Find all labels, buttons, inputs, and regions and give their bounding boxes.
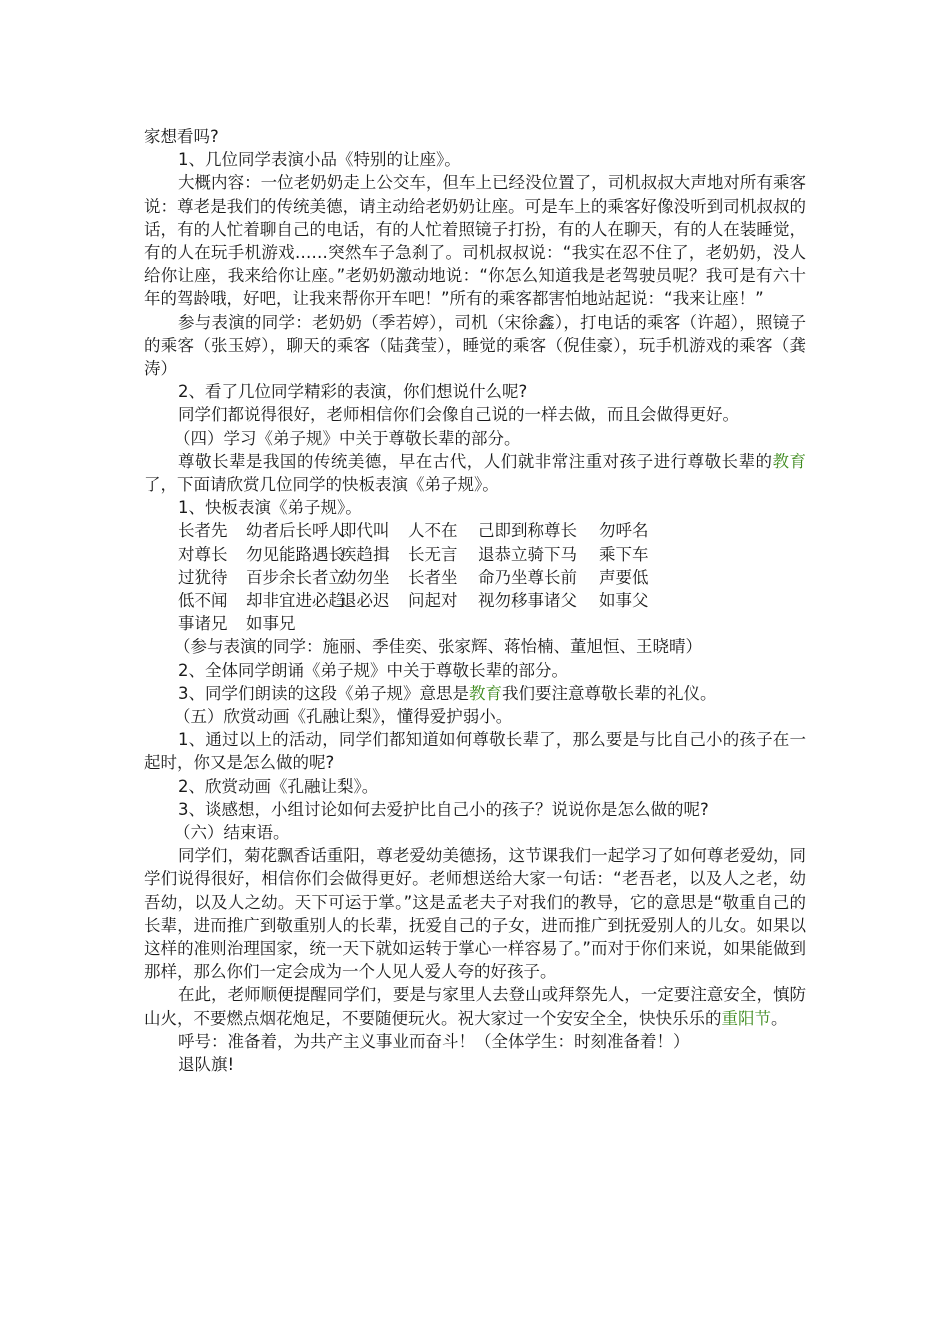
slogan: 呼号：准备着，为共产主义事业而奋斗！（全体学生：时刻准备着！） [178,1031,690,1051]
verse-phrase: 长者坐 [408,567,458,587]
verse-phrase: 长无言 [408,544,458,564]
verse-phrase: 长者先 [178,521,228,541]
dizigui-verse [144,519,806,635]
verse-phrase: 声要低 [599,567,649,587]
verse-phrase: 低不闻 [178,591,228,611]
verse-phrase: 却非宜进必趋 [246,591,345,611]
verse-phrase: 疾趋揖 [340,544,390,564]
verse-phrase: 己即到称尊长 [478,521,577,541]
verse-phrase: 百步余长者立 [246,567,345,587]
verse-phrase: 如事兄 [246,614,296,634]
verse-phrase: 事诸兄 [178,614,228,634]
verse-phrase: 即代叫 [340,521,390,541]
clapper-item: 1、快板表演《弟子规》。 [178,498,362,518]
section-four-intro-text-end: 了，下面请欣赏几位同学的快板表演《弟子规》。 [144,475,499,495]
meaning-text: 3、同学们朗读的这段《弟子规》意思是 [178,683,469,703]
verse-phrase: 视勿移事诸父 [478,591,577,611]
education-link[interactable]: 教育 [469,683,502,703]
section-five-title: （五）欣赏动画《孔融让梨》，懂得爱护弱小。 [174,707,513,726]
section-six-title: （六）结束语。 [174,823,290,843]
verse-phrase: 幼者后长呼人 [246,521,345,541]
meaning-text-end: 我们要注意尊敬长辈的礼仪。 [502,683,717,703]
verse-row [178,519,806,542]
safety-text: 在此，老师顺便提醒同学们，要是与家里人去登山或拜祭先人，一定要注意安全，慎防山火，不要燃点烟花炮足，不要随便玩火。祝大家过一个安安全全，快快乐乐的 [144,985,806,1028]
verse-row [178,612,806,635]
double-ninth-festival-link[interactable]: 重阳节 [721,1008,771,1028]
safety-reminder [144,983,806,1029]
safety-text-end: 。 [771,1008,788,1028]
verse-row [178,543,806,566]
teacher-reply: 同学们都说得很好，老师相信你们会像自己说的一样去做，而且会做得更好。 [178,405,739,425]
meaning-item [144,682,806,705]
verse-phrase: 对尊长 [178,544,228,564]
closing-speech: 同学们，菊花飘香话重阳，尊老爱幼美德扬，这节课我们一起学习了如何尊老爱幼，同学们说得很好，相信你们会做得更好。老师想送给大家一句话：“老吾老，以及人之老，幼吾幼，以及人之幼。天下可运于掌。”这是孟老夫子对我们的教导，它的意思是“敬重自己的长辈，进而推广到敬重别人的长辈，抚爱自己的子女，进而推广到抚爱别人的儿女。如果以这样的准则治理国家，统一天下就如运转于掌心一样容易了。”而对于你们来说，如果能做到那样，那么你们一定会成为一个人见人爱人夸的好孩子。 [144,846,806,982]
verse-phrase: 问起对 [408,591,458,611]
verse-phrase: 过犹待 [178,567,228,587]
verse-row [178,589,806,612]
verse-phrase: 幼勿坐 [340,567,390,587]
verse-performers: （参与表演的同学：施丽、季佳奕、张家辉、蒋怡楠、董旭恒、王晓晴） [174,637,702,657]
verse-phrase: 人不在 [408,521,458,541]
skit-summary: 大概内容：一位老奶奶走上公交车，但车上已经没位置了，司机叔叔大声地对所有乘客说：尊老是我们的传统美德，请主动给老奶奶让座。可是车上的乘客好像没听到司机叔叔的话，有的人忙着聊自己的电话，有的人忙着照镜子打扮，有的人在聊天，有的人在装睡觉，有的人在玩手机游戏……突然车子急刹了。司机叔叔说：“我实在忍不住了，老奶奶，没人给你让座，我来给你让座。”老奶奶激动地说：“你怎么知道我是老驾驶员呢？我可是有六十年的驾龄哦，好吧，让我来帮你开车吧！”所有的乘客都害怕地站起说：“我来让座！” [144,173,806,309]
verse-phrase: 如事父 [599,591,649,611]
intro-line: 家想看吗? [144,127,219,146]
section-five-item-1: 1、通过以上的活动，同学们都知道如何尊敬长辈了，那么要是与比自己小的孩子在一起时，你又是怎么做的呢? [144,730,806,773]
verse-phrase: 乘下车 [599,544,649,564]
education-link[interactable]: 教育 [772,451,807,471]
section-five-item-3: 3、谈感想，小组讨论如何去爱护比自己小的孩子？说说你是怎么做的呢? [178,799,709,819]
verse-phrase: 退必迟 [340,591,390,611]
skit-cast: 参与表演的同学：老奶奶（季若婷），司机（宋徐鑫），打电话的乘客（许超），照镜子的乘客（张玉婷），聊天的乘客（陆龚莹），睡觉的乘客（倪佳豪），玩手机游戏的乘客（龚涛） [144,312,806,379]
section-five-item-2: 2、欣赏动画《孔融让梨》。 [178,776,379,796]
verse-phrase: 勿见能路遇长 [246,544,345,564]
verse-phrase: 命乃坐尊长前 [478,567,577,587]
question-item: 2、看了几位同学精彩的表演，你们想说什么呢? [178,382,528,402]
skit-item: 1、几位同学表演小品《特别的让座》。 [178,150,461,170]
recital-item: 2、全体同学朗诵《弟子规》中关于尊敬长辈的部分。 [178,660,568,680]
section-four-intro [144,450,806,496]
document-body [144,125,806,1076]
verse-row [178,566,806,589]
verse-phrase: 退恭立骑下马 [478,544,577,564]
retreat-flag: 退队旗! [178,1055,235,1075]
section-four-title: （四）学习《弟子规》中关于尊敬长辈的部分。 [174,428,521,448]
section-four-intro-text: 尊敬长辈是我国的传统美德，早在古代，人们就非常注重对孩子进行尊敬长辈的 [178,451,773,471]
verse-phrase: 勿呼名 [599,521,649,541]
